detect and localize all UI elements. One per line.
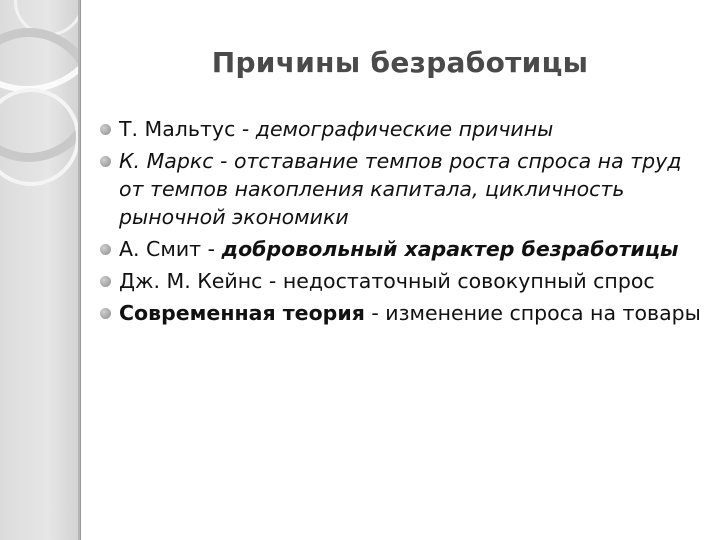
bullet-lead: К. Маркс - — [119, 149, 234, 173]
bullet-text: добровольный характер безработицы — [221, 237, 679, 261]
bullet-lead: А. Смит - — [119, 237, 222, 261]
bullet-lead: Дж. М. Кейнс - — [119, 269, 283, 293]
bullet-smith — [100, 235, 712, 263]
sidebar-divider — [78, 0, 80, 540]
bullet-malthus — [100, 115, 712, 143]
bullet-marx — [100, 147, 712, 231]
bullet-text: недостаточный совокупный спрос — [282, 269, 655, 293]
bullet-lead: Современная теория — [119, 301, 365, 325]
slide-title: Причины безработицы — [211, 46, 589, 79]
bullet-dot-icon — [100, 308, 111, 319]
bullet-lead: Т. Мальтус - — [119, 117, 256, 141]
bullet-dot-icon — [100, 244, 111, 255]
bullet-text: демографические причины — [255, 117, 554, 141]
bullet-list — [100, 115, 712, 331]
bullet-text: - изменение спроса на товары — [364, 301, 701, 325]
bullet-modern-theory — [100, 299, 712, 327]
bullet-dot-icon — [100, 124, 111, 135]
bullet-text: отставание темпов роста спроса на труд от темпов накопления капитала, цикличность рыночной экономики — [119, 149, 682, 229]
bullet-dot-icon — [100, 156, 111, 167]
bullet-keynes — [100, 267, 712, 295]
decorative-sidebar — [0, 0, 81, 540]
bullet-dot-icon — [100, 276, 111, 287]
